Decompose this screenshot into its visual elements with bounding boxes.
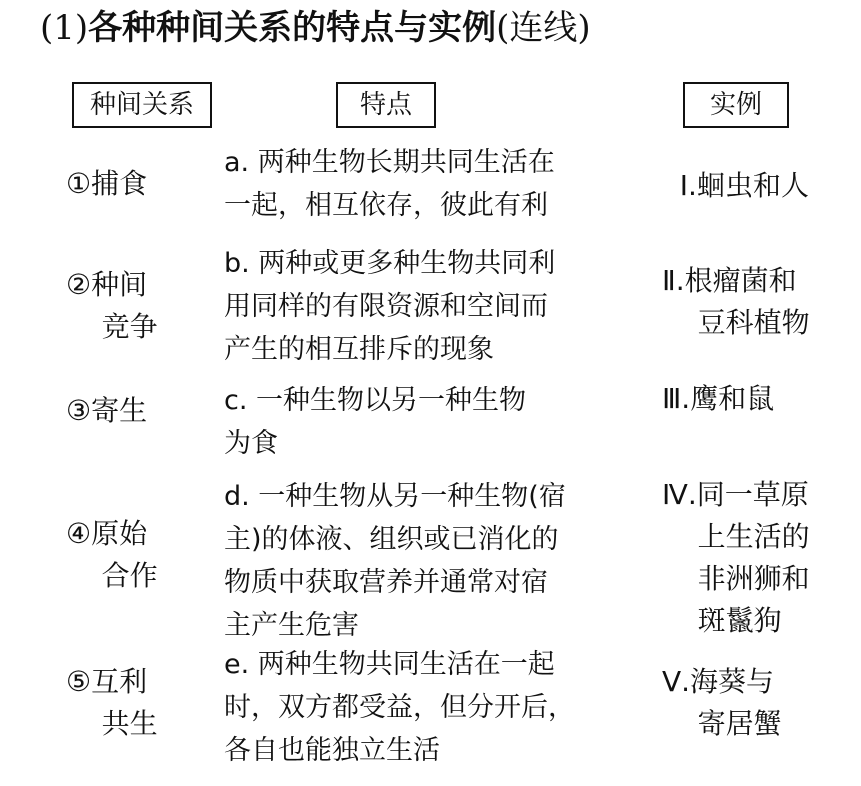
example-item-4[interactable]: Ⅳ.同一草原 上生活的 非洲狮和 斑鬣狗: [662, 478, 810, 637]
feature-item-b[interactable]: b. 两种或更多种生物共同利 用同样的有限资源和空间而 产生的相互排斥的现象: [224, 248, 556, 365]
relation-item-competition[interactable]: ②种间 竞争: [66, 268, 158, 343]
feature-item-c[interactable]: c. 一种生物以另一种生物 为食: [224, 385, 527, 459]
example-item-5[interactable]: Ⅴ.海葵与 寄居蟹: [662, 665, 782, 740]
feature-item-e[interactable]: e. 两种生物共同生活在一起 时，双方都受益，但分开后， 各自也能独立生活: [224, 649, 575, 766]
relation-item-protocooperation[interactable]: ④原始 合作: [66, 517, 158, 592]
feature-column-header: 特点: [336, 82, 436, 128]
relation-item-predation[interactable]: ①捕食: [66, 167, 148, 200]
relation-item-parasitism[interactable]: ③寄生: [66, 394, 148, 427]
relation-column-header: 种间关系: [72, 82, 212, 128]
feature-item-d[interactable]: d. 一种生物从另一种生物(宿 主)的体液、组织或已消化的 物质中获取营养并通常对宿 主产生危害: [224, 481, 566, 641]
relation-item-mutualism[interactable]: ⑤互利 共生: [66, 665, 158, 740]
question-instruction: (连线): [496, 8, 591, 48]
question-title: [40, 6, 591, 50]
question-number: (1): [40, 8, 89, 48]
example-column-header: 实例: [683, 82, 789, 128]
feature-item-a[interactable]: a. 两种生物长期共同生活在 一起，相互依存，彼此有利: [224, 147, 555, 221]
example-item-3[interactable]: Ⅲ.鹰和鼠: [662, 382, 775, 415]
example-item-1[interactable]: Ⅰ.蛔虫和人: [662, 169, 809, 202]
example-item-2[interactable]: Ⅱ.根瘤菌和 豆科植物: [662, 264, 810, 339]
question-heading: 各种种间关系的特点与实例: [88, 8, 497, 48]
